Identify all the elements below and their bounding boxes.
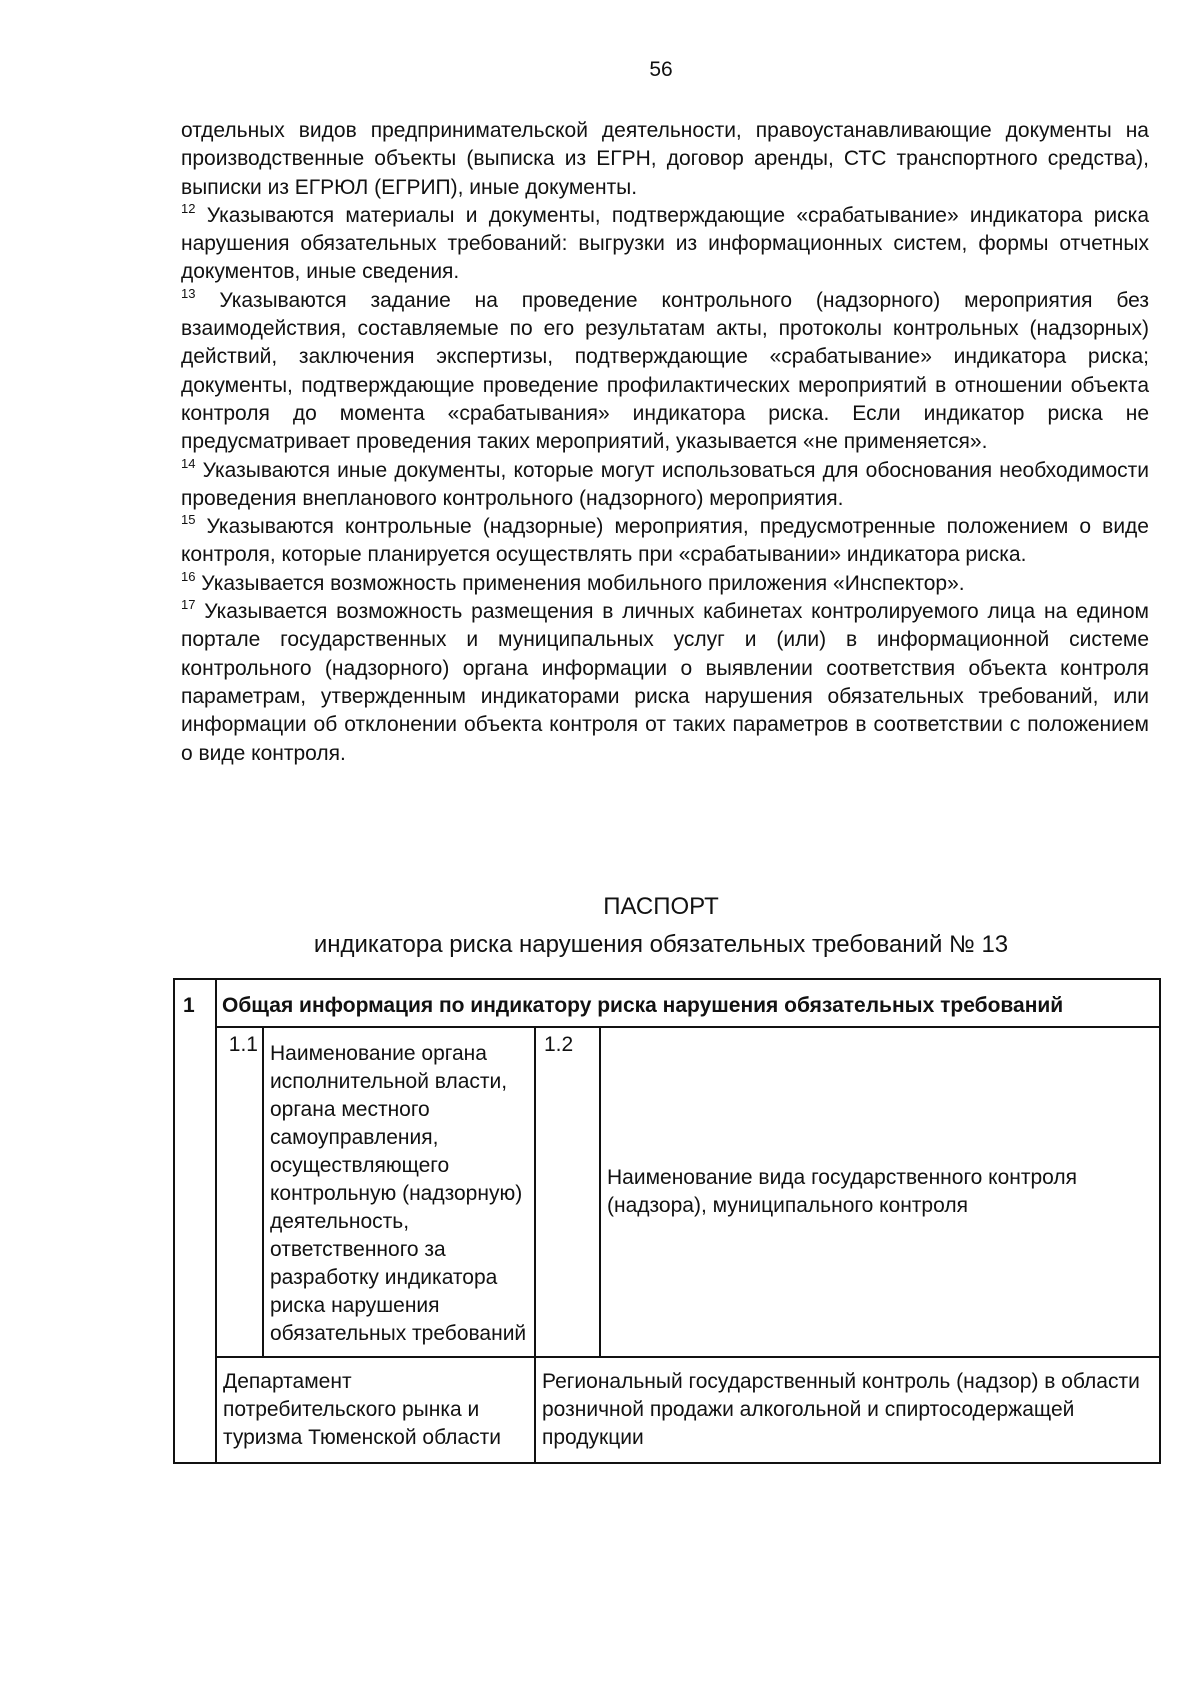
footnote-16 [181,570,1149,598]
footnote-14 [181,457,1149,514]
section-header-row [174,979,1160,1027]
footnote-marker: 15 [181,512,196,528]
item-labels-row [174,1027,1160,1357]
page-number: 56 [649,58,673,81]
footnote-text: Указываются материалы и документы, подтверждающие «срабатывание» индикатора риска нарушения обязательных требований: выгрузки из информационных систем, формы отчетных документов, иные сведения. [181,203,1149,284]
section-title: Общая информация по индикатору риска нарушения обязательных требований [216,979,1160,1027]
footnote-text: Указываются задание на проведение контрольного (надзорного) мероприятия без взаимодействия, составляемые по его результатам акты, протоколы контрольных (надзорных) действий, заключения экспертизы, подтверждающие «срабатывание» индикатора риска; документы, подтверждающие проведение профилактических мероприятий в отношении объекта контроля до момента «срабатывания» индикатора риска. Если индикатор риска не предусматривает проведения таких мероприятий, указывается «не применяется». [181,288,1149,454]
footnote-text: Указываются контрольные (надзорные) мероприятия, предусмотренные положением о виде контроля, которые планируется осуществлять при «срабатывании» индикатора риска. [181,515,1149,567]
passport-title: ПАСПОРТ [603,893,719,920]
footnote-17 [181,598,1149,768]
item-1-2-value: Региональный государственный контроль (надзор) в области розничной продажи алкогольной и спиртосодержащей продукции [535,1357,1160,1463]
footnote-text: Указываются иные документы, которые могут использоваться для обоснования необходимости проведения внепланового контрольного (надзорного) мероприятия. [181,458,1149,510]
footnotes [181,117,1149,768]
item-1-1-number: 1.1 [216,1027,263,1357]
passport-table [173,978,1161,1464]
footnote-marker: 14 [181,455,196,471]
item-1-2-label: Наименование вида государственного контроля (надзора), муниципального контроля [600,1027,1160,1357]
footnote-text: Указывается возможность применения мобильного приложения «Инспектор». [195,571,965,595]
item-1-1-value: Департамент потребительского рынка и туризма Тюменской области [216,1357,535,1463]
item-1-1-label: Наименование органа исполнительной власти, органа местного самоуправления, осуществляющего контрольную (надзорную) деятельность, ответственного за разработку индикатора риска нарушения обязательных требований [263,1027,535,1357]
footnote-text: Указывается возможность размещения в личных кабинетах контролируемого лица на едином портале государственных и муниципальных услуг и (или) в информационной системе контрольного (надзорного) органа информации о выявлении соответствия объекта контроля параметрам, утвержденным индикаторами риска нарушения обязательных требований, или информации об отклонении объекта контроля от таких параметров в соответствии с положением о виде контроля. [181,600,1149,765]
section-number: 1 [174,979,216,1463]
footnote-text: отдельных видов предпринимательской деятельности, правоустанавливающие документы на производственные объекты (выписка из ЕГРН, договор аренды, СТС транспортного средства), выписки из ЕГРЮЛ (ЕГРИП), иные документы. [181,119,1149,199]
footnote-12 [181,202,1149,287]
footnote-marker: 13 [181,285,196,301]
footnote-marker: 12 [181,200,196,216]
footnote-13 [181,287,1149,457]
footnote-continuation [181,117,1149,202]
footnote-marker: 16 [181,568,196,584]
item-1-2-number: 1.2 [535,1027,600,1357]
passport-subtitle: индикатора риска нарушения обязательных требований № 13 [313,931,1009,958]
footnote-marker: 17 [181,597,196,613]
item-values-row [174,1357,1160,1463]
footnote-15 [181,513,1149,570]
